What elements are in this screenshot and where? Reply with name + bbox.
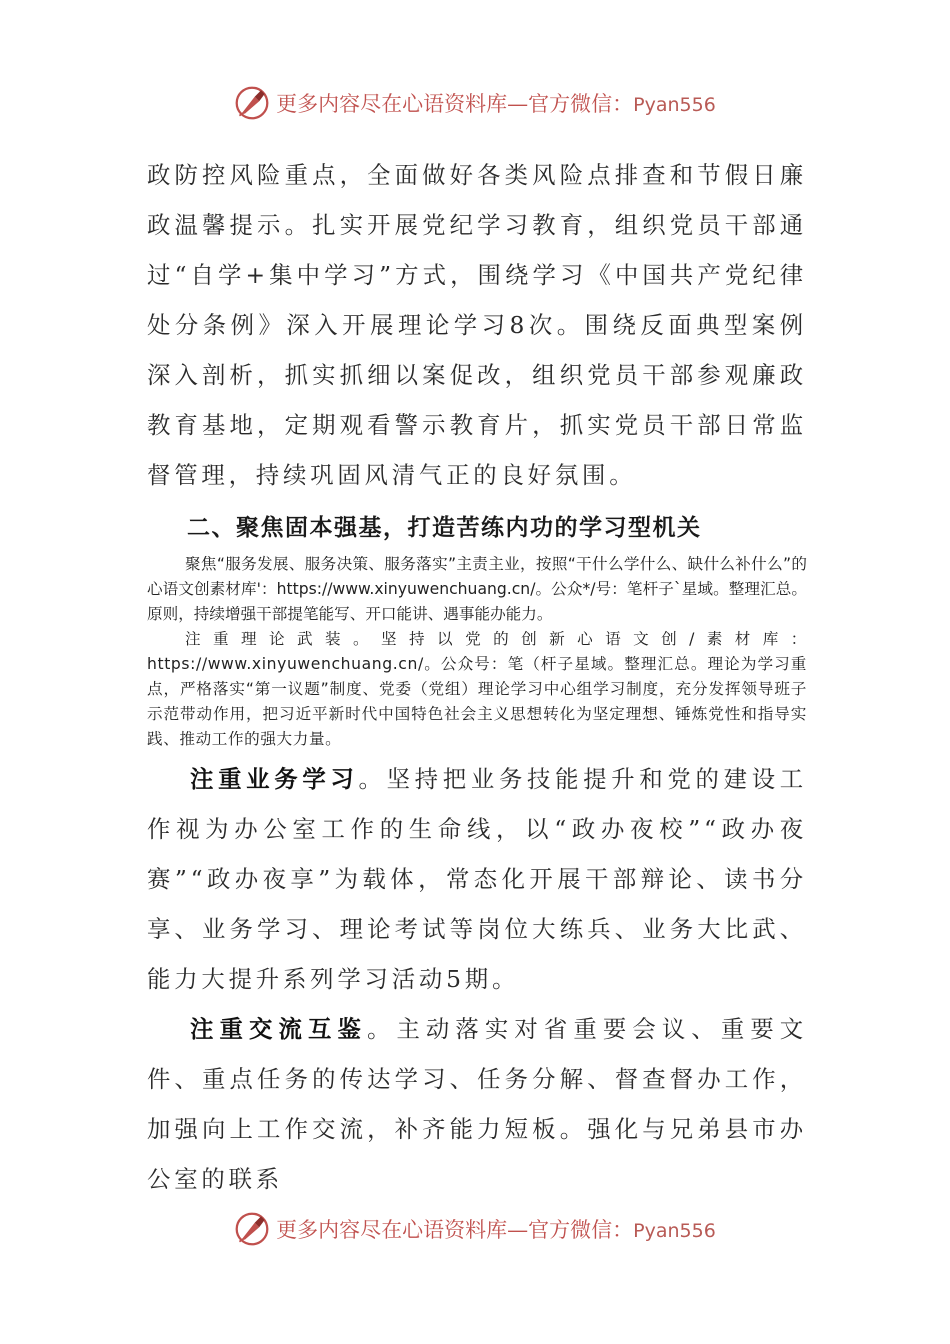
document-body [147, 150, 807, 1204]
banner-main-text: 更多内容尽在心语资料库—官方微信： [276, 1218, 634, 1242]
lead-exchange: 注重交流互鉴 [190, 1015, 367, 1043]
paragraph-exchange [147, 1004, 807, 1204]
section-heading-2: 二、聚焦固本强基，打造苦练内功的学习型机关 [187, 515, 702, 541]
pen-nib-logo-icon [234, 85, 270, 121]
pen-nib-logo-icon [234, 1211, 270, 1247]
paragraph-business-study [147, 754, 807, 1004]
banner-text [276, 88, 716, 118]
footer-banner [0, 1209, 950, 1249]
body-exchange: 。主动落实对省重要会议、重要文件、重点任务的传达学习、任务分解、督查督办工作，加强向上工作交流，补齐能力短板。强化与兄弟县市办公室的联系 [147, 1015, 808, 1193]
banner-account: Pyan556 [633, 1220, 716, 1242]
header-banner [0, 83, 950, 123]
banner-text [276, 1214, 716, 1244]
lead-business-study: 注重业务学习 [190, 765, 359, 793]
banner-main-text: 更多内容尽在心语资料库—官方微信： [276, 92, 634, 116]
small-paragraph-2: 注重理论武装。坚持以党的创新心语文创/素材库：https://www.xinyuwenchuang.cn/。公众号：笔（杆子星域。整理汇总。理论为学习重点，严格落实“第一议题”制度、党委（党组）理论学习中心组学习制度，充分发挥领导班子示范带动作用，把习近平新时代中国特色社会主义思想转化为坚定理想、锤炼党性和指导实践、推动工作的强大力量。 [147, 630, 807, 748]
paragraph-1: 政防控风险重点，全面做好各类风险点排查和节假日廉政温馨提示。扎实开展党纪学习教育，组织党员干部通过“自学+集中学习”方式，围绕学习《中国共产党纪律处分条例》深入开展理论学习8次。围绕反面典型案例深入剖析，抓实抓细以案促改，组织党员干部参观廉政教育基地，定期观看警示教育片，抓实党员干部日常监督管理，持续巩固风清气正的良好氛围。 [147, 161, 807, 489]
small-paragraph-1: 聚焦“服务发展、服务决策、服务落实”主责主业，按照“干什么学什么、缺什么补什么”的心语文创素材库'：https://www.xinyuwenchuang.cn/。公众*/号：笔杆子`星域。整理汇总。原则，持续增强干部提笔能写、开口能讲、遇事能办能力。 [147, 555, 807, 623]
body-business-study: 。坚持把业务技能提升和党的建设工作视为办公室工作的生命线，以“政办夜校”“政办夜赛”“政办夜享”为载体，常态化开展干部辩论、读书分享、业务学习、理论考试等岗位大练兵、业务大比武、能力大提升系列学习活动5期。 [147, 765, 807, 993]
banner-account: Pyan556 [633, 94, 716, 116]
